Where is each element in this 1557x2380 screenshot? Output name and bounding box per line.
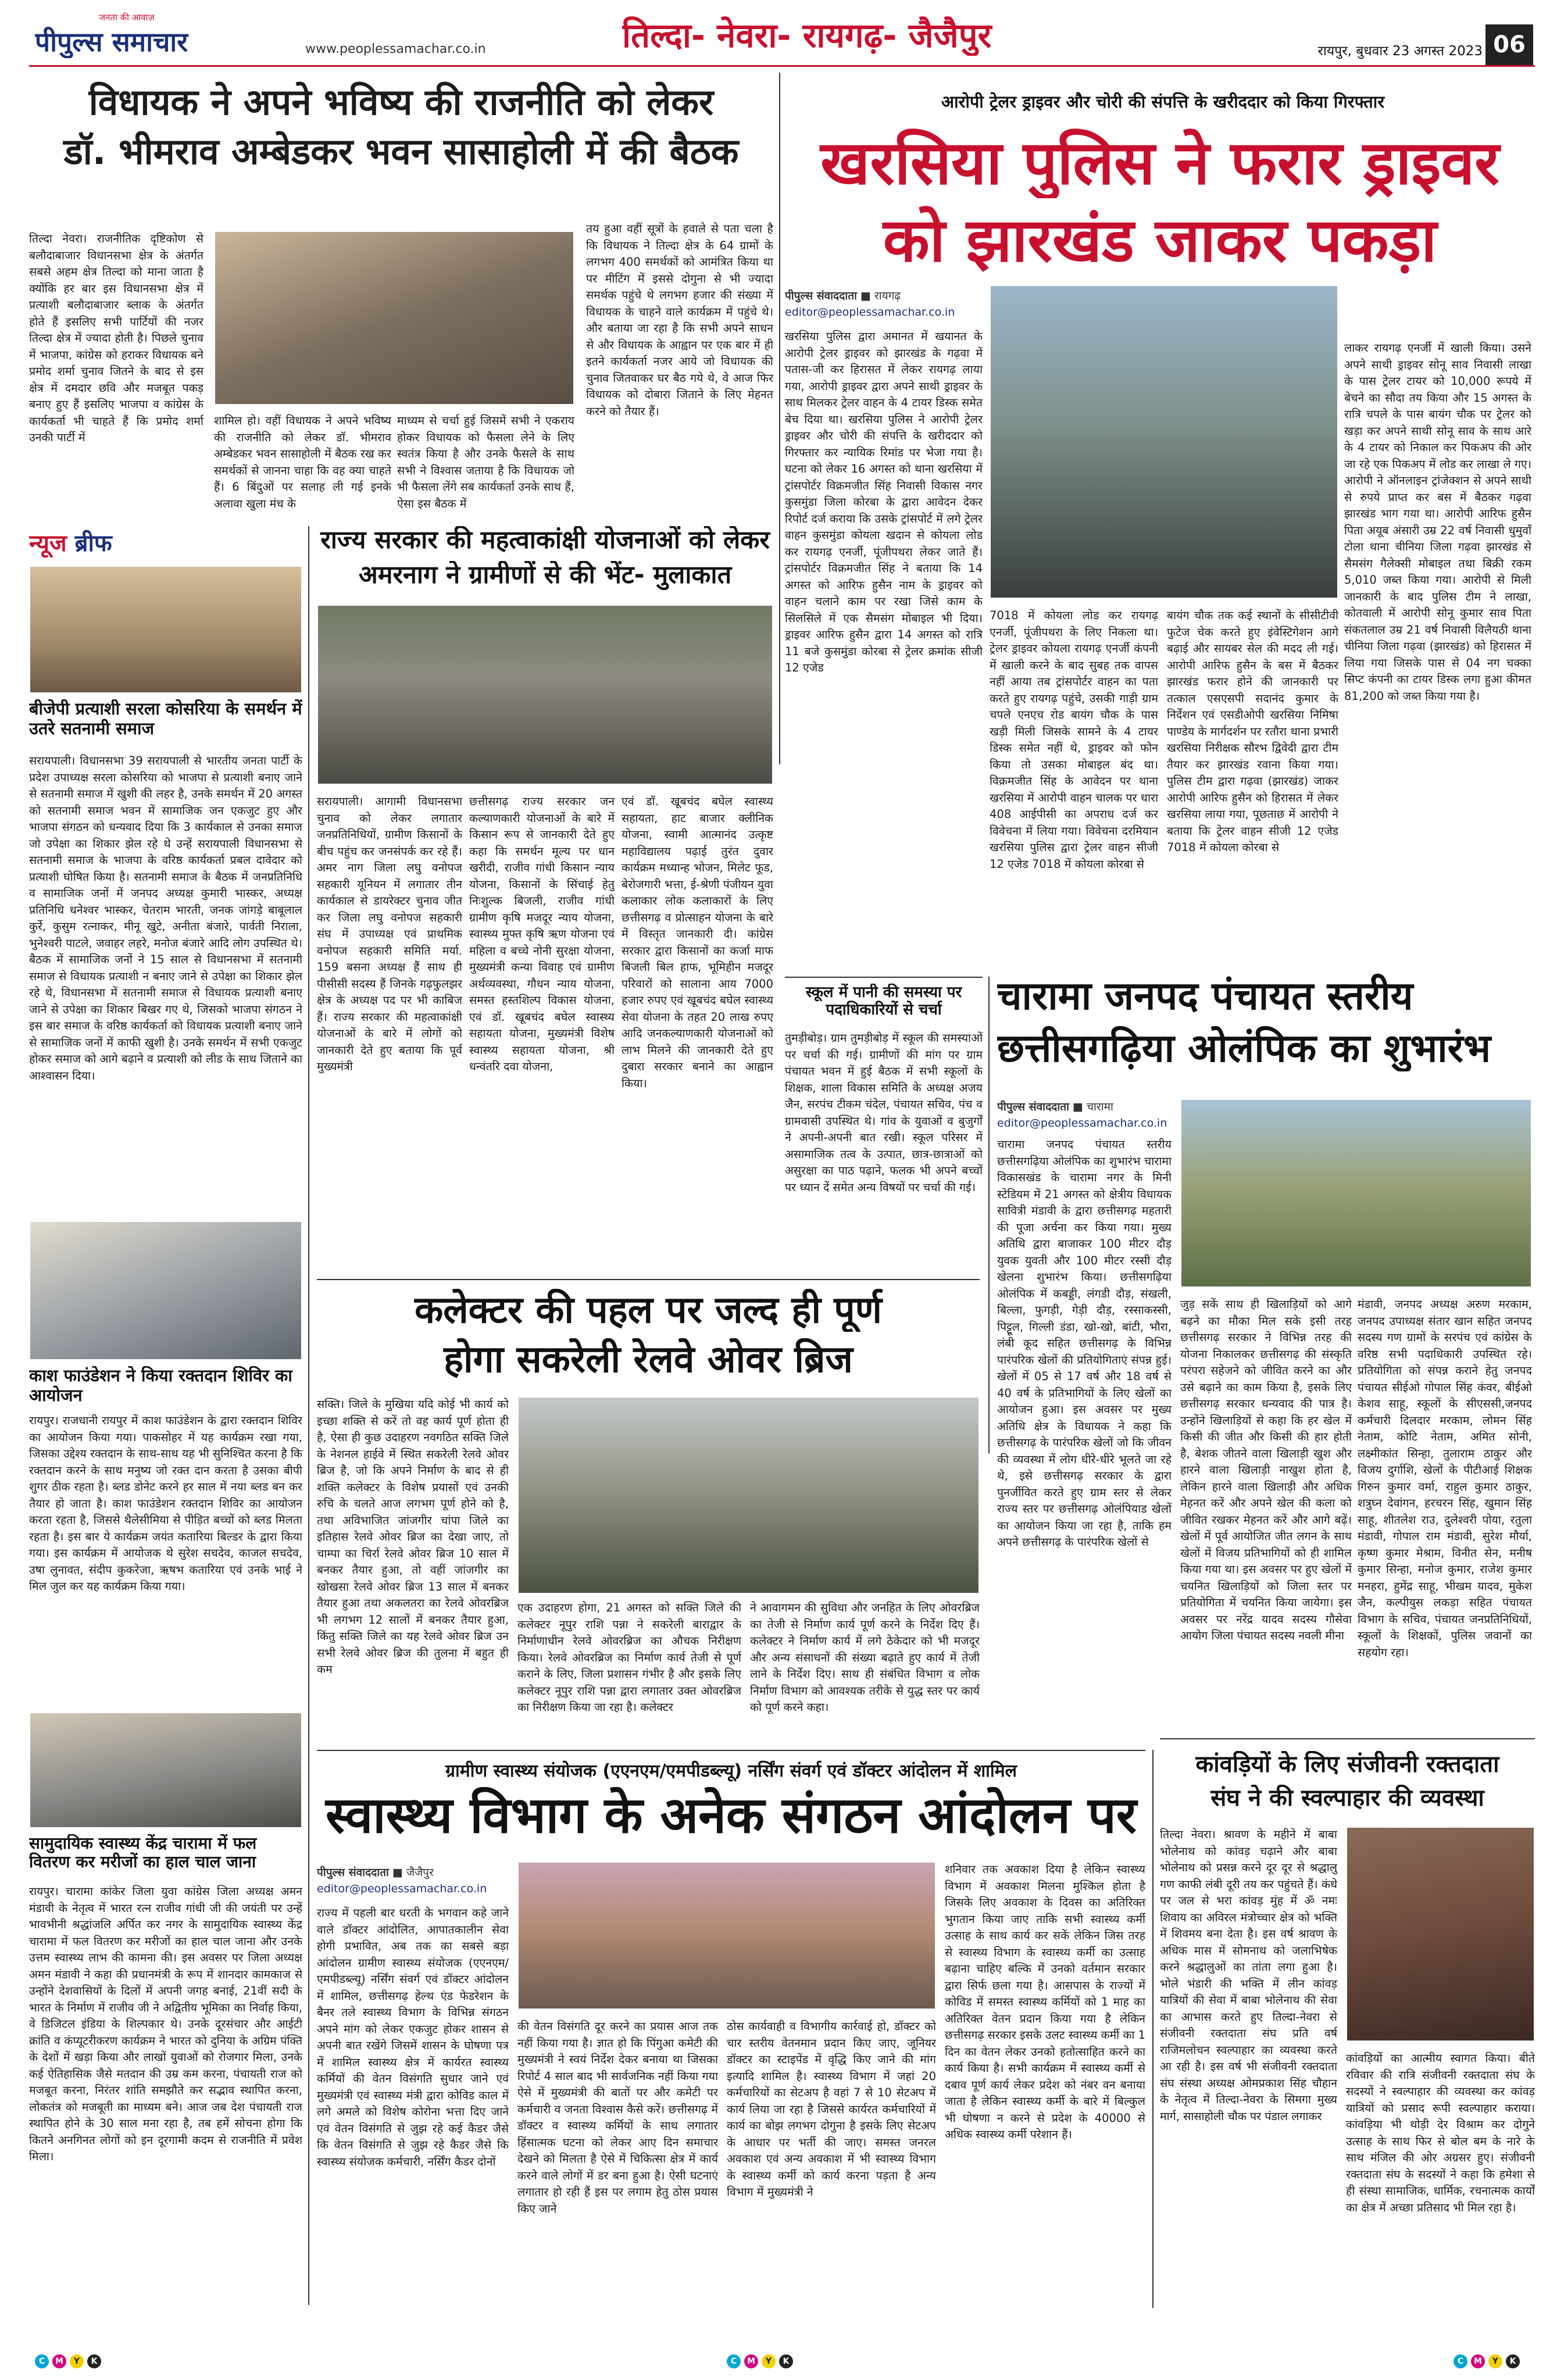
body-col3: ठोस कार्यवाही व विभागीय कार्रवाई हो, डॉक्टर को चार स्तरीय वेतनमान प्रदान किए जाए, जूनियर डॉक्टर का स्टाइपेंड में वृद्धि किए जाने की मांग इत्यादि शामिल है। स्वास्थ्य विभाग में जहां 20 कर्मचारियों का सेटअप है वहां 7 से 10 सेटअप में कार्य लिया जा रहा है जिससे कार्यरत कर्मचारियों में कार्य का बोझ लगभग दोगुना है इसके लिए सेटअप के आधार पर भर्ती की जाए। समस्त जनरल अवकाश एवं अन्य अवकाश में भी स्वास्थ्य विभाग के स्वास्थ्य कर्मी को कार्य करना पड़ता है अन्य विभाग में मुख्यमंत्री ने <box>727 2020 936 2199</box>
body-col3: एवं डॉ. खूबचंद बघेल स्वास्थ्य सहायता, हाट बाजार क्लीनिक योजना, स्वामी आत्मानंद उत्कृष्ट महाविद्यालय पढ़ाई तुरंत दुवार कार्यक्रम मध्यान्ह भोजन, मिलेट फूड, बेरोजगारी भत्ता, ई-श्रेणी पंजीयन युवा कलाकार लोक कलाकारों के लिए छत्तीसगढ़ व प्रोत्साहन योजना के बारे में विस्तृत जानकारी दी। कांग्रेस सरकार द्वारा किसानों का कर्जा माफ बिजली बिल हाफ, भूमिहीन मजदूर परिवारों को सालाना आय 7000 हजार रुपए एवं खूबचंद बघेल स्वास्थ्य सेवा योजना के तहत 20 लाख रुपए आदि जनकल्याणकारी योजनाओं को लाभ मिलने की जानकारी देते हुए दुबारा सरकार बनाने का आह्वान किया। <box>622 795 773 1090</box>
body-col1: सरायपाली। आगामी विधानसभा चुनाव को लेकर लगातार जनप्रतिनिधियों, ग्रामीण किसानों के बीच पहुंच कर जनसंपर्क कर रहे हैं। अमर नाग जिला लघु वनोपज सहकारी यूनियन में लगातार तीन कार्यकाल से डायरेक्टर चुनाव जीत कर जिला लघु वनोपज सहकारी संघ में उपाध्यक्ष एवं प्राथमिक वनोपज सहकारी समिति मर्या. 159 बसना अध्यक्ष हैं साथ ही पीसीसी सदस्य हैं जिनके गढ़फुलझर क्षेत्र के अध्यक्ष पद पर भी काबिज हैं। राज्य सरकार की महत्वाकांक्षी योजनाओं के बारे में लोगों को जानकारी देते हुए बताया कि पूर्व मुख्यमंत्री <box>317 795 462 1073</box>
column-rule <box>779 73 780 764</box>
logo-text: पीपुल्स समाचार <box>35 26 188 58</box>
brief3-headline: सामुदायिक स्वास्थ्य केंद्र चारामा में फल वितरण कर मरीजों का हाल चाल जाना <box>29 1834 257 1872</box>
brief-title <box>29 526 302 561</box>
byline: पीपुल्स संवाददाता ■ चारामा editor@peoplessamachar.co.in <box>997 1099 1172 1131</box>
brief2-body: रायपुर। राजधानी रायपुर में काश फाउंडेशन के द्वारा रक्तदान शिविर का आयोजन किया गया। पाकसोहर में यह कार्यक्रम रखा गया, जिसका उद्देश्य रक्तदान के साथ-साथ यह भी सुनिश्चित करना है कि रक्तदान करने के साथ मनुष्य जो रक्त दान करता है उसका बीपी शुगर ठीक रहता है। ब्लड डोनेट करने हर साल में नया ब्लड बन कर तैयार हो जाता है। काश फाउंडेशन रक्तदान शिविर का आयोजन करता रहता है, जिससे थैलेसीमिया से पीड़ित बच्चों को ब्लड मिलता रहता है। इस बार ये कार्यक्रम जयंत कतारिया बिल्डर के द्वारा किया गया। इस कार्यक्रम में आयोजक थे सुरेश सचदेव, काजल सचदेव, उषा लुनावत, संदीप कुकरेजा, ऋषभ कतारिया एवं उनके भाई ने मिल जुल कर यह कार्यक्रम किया गया। <box>29 1414 302 1593</box>
body-col3: माध्यम से चर्चा हुई जिसमें सभी ने एकराय होकर विधायक को फैसला लेने के लिए स्वतंत्र किया है और उनके फैसले के साथ सभी ने विश्वास जताया है कि विधायक जो भी फैसला लेंगे सब कार्यकर्ता उनके साथ हैं, ऐसा इस बैठक में <box>397 414 574 510</box>
body-col1: तिल्दा नेवरा। श्रावण के महीने में बाबा भोलेनाथ को कांवड़ चढ़ाने और बाबा भोलेनाथ को प्रसन्न करने दूर दूर से श्रद्धालु गण काफी लंबी दूरी तय कर पहुंचते हैं। कंधे पर जल से भरा कांवड़ मुंह में ॐ नमः शिवाय का अविरल मंत्रोच्चार क्षेत्र को भक्ति में शिवमय बना देता है। इस वर्ष श्रावण के अधिक मास में सोमनाथ को जलाभिषेक करने श्रद्धालुओं का तांता लगा हुआ है। भोले भंडारी की भक्ति में लीन कांवड़ यात्रियों की सेवा में बाबा भोलेनाथ की सेवा का आभास करते हुए तिल्दा-नेवरा से संजीवनी रक्तदाता संघ प्रति वर्ष राजिमलोचन स्वल्पाहार का व्यवस्था करते आ रही है। इस वर्ष भी संजीवनी रक्तदाता संघ संस्था अध्यक्ष ओमप्रकाश सिंह चौहान के नेतृत्व में तिल्दा-नेवरा के सिमगा मुख्य मार्ग, सासाहोली चौक पर पंडाल लगाकर <box>1160 1828 1337 2123</box>
cmyk-y: Y <box>762 2354 776 2368</box>
byline: पीपुल्स संवाददाता ■ रायगढ़ editor@peoplessamachar.co.in <box>785 288 983 320</box>
byline-place: रायगढ़ <box>874 290 901 302</box>
body-col4: तय हुआ वहीं सूत्रों के हवाले से पता चला है कि विधायक ने तिल्दा क्षेत्र के 64 ग्रामों के लगभग 400 समर्थकों को आमंत्रित किया था पर मीटिंग में इससे दोगुना से भी ज्यादा समर्थक पहुंचे थे लगभग हजार की संख्या में विधायक के चाहने वाले कार्यक्रम में पहुंचे थे। और बताया जा रहा है कि सभी अपने साधन से और विधायक के आह्वान पर एक बार में ही इतने कार्यकर्ता नजर आये जो विधायक की चुनाव जितवाकर घर बैठ गये थे, वे आज फिर विधायक को दोबारा जिताने के लिए मेहनत करने को तैयार हैं। <box>586 222 773 418</box>
headline: स्वास्थ्य विभाग के अनेक संगठन आंदोलन पर <box>326 1787 1137 1845</box>
body-col2: शामिल हो। वहीं विधायक ने अपने भविष्य की राजनीति को लेकर डॉ. भीमराव अम्बेडकर भवन सासाहोली में बैठक रख कर समर्थकों से जानना चाहा कि वह क्या चाहते हैं। 6 बिंदुओं पर सलाह ली गई इनके अलावा खुला मंच के <box>214 414 391 510</box>
cmyk-k: K <box>87 2354 101 2368</box>
body-col2: छत्तीसगढ़ राज्य सरकार जन कल्याणकारी योजनाओं के बारे में किसान रूप से जानकारी देते हुए कहा कि समर्थन मूल्य पर धान खरीदी, राजीव गांधी किसान न्याय योजना, किसानों के सिंचाई हेतु निःशुल्क बिजली, राजीव गांधी ग्रामीण कृषि मजदूर न्याय योजना, स्वास्थ्य मुफ्त कृषि ऋण योजना एवं महिला व बच्चे नोनी सुरक्षा योजना, मुख्यमंत्री कन्या विवाह एवं ग्रामीण अर्थव्यवस्था, गौधन न्याय योजना, समस्त हस्तशिल्प विकास योजना, एवं डॉ. खूबचंद बघेल स्वास्थ्य सहायता योजना, मुख्यमंत्री विशेष स्वास्थ्य सहायता योजना, श्री धन्वंतरि दवा योजना, <box>469 795 615 1073</box>
cmyk-k: K <box>1506 2354 1520 2368</box>
body-col3: ने आवागमन की सुविधा और जनहित के लिए ओवरब्रिज का तेजी से निर्माण कार्य पूर्ण करने के निर्देश दिए हैं। कलेक्टर ने निर्माण कार्य में लगे ठेकेदार को भी मजदूर और अन्य संसाधनों की संख्या बढ़ाते हुए कार्य में तेजी लाने के निर्देश दिए। साथ ही संबंधित विभाग व लोक निर्माण विभाग को आवश्यक तरीके से युद्ध स्तर पर कार्य को पूर्ण करने कहा। <box>750 1601 980 1714</box>
body-col3: बायंग चौक तक कई स्थानों के सीसीटीवी फुटेज चेक करते हुए इंवेस्टिगेशन आगे बढ़ाई और सायबर सेल की मदद ली गई। आरोपी आरिफ हुसैन के बस में बैठकर झारखंड फरार होने की जानकारी पर तत्काल एसएसपी सदानंद कुमार के निर्देशन एवं एसडीओपी खरसिया निमिषा पाण्डेय के मार्गदर्शन पर रतौरा थाना प्रभारी खरसिया निरीक्षक सौरभ द्विवेदी द्वारा टीम तैयार कर झारखंड रवाना किया गया। पुलिस टीम द्वारा गढ़वा (झारखंड) जाकर आरोपी आरिफ हुसैन को हिरासत में लेकर खरसिया लाया गया, पूछताछ में आरोपी ने बताया कि ट्रेलर वाहन सीजी 12 एजेड 7018 में कोयला कोरबा से <box>1167 609 1338 854</box>
body-col2: की वेतन विसंगति दूर करने का प्रयास आज तक नहीं किया गया है। ज्ञात हो कि पिंगुआ कमेटी की मुख्यमंत्री ने स्वयं निर्देश देकर बनाया था जिसका रिपोर्ट 4 साल बाद भी सार्वजनिक नहीं किया गया ऐसे में मुख्यमंत्री की बातों पर और कमेटी पर कर्मचारी व जनता विश्वास कैसे करें। छत्तीसगढ़ में डॉक्टर व स्वास्थ्य कर्मियों के साथ लगातार हिंसात्मक घटना को लेकर आए दिन समाचार देखने को मिलता है ऐसे में चिकित्सा क्षेत्र में कार्य करने वाले लोगों में डर बना हुआ है। ऐसी घटनाएं लगातार हो रही हैं इस पर लगाम हेतु ठोस प्रयास किए जाने <box>517 2020 718 2215</box>
page-number: 06 <box>1493 31 1526 58</box>
column-rule <box>1152 1750 1154 2308</box>
byline-place: जैजैपुर <box>406 1866 434 1879</box>
cmyk-y: Y <box>1488 2354 1502 2368</box>
article-kharsia-police <box>785 73 1535 968</box>
headline: स्कूल में पानी की समस्या पर पदाधिकारियों से चर्चा <box>805 984 962 1019</box>
cmyk-m: M <box>744 2354 758 2368</box>
meeting-photo <box>214 231 574 405</box>
cmyk-y: Y <box>70 2354 84 2368</box>
brief-title-b: ब्रीफ <box>74 530 112 557</box>
headline-line2: को झारखंड जाकर पकड़ा <box>883 205 1437 276</box>
column-rule <box>308 526 309 2305</box>
brief2-headline: काश फाउंडेशन ने किया रक्तदान शिविर का आयोजन <box>29 1366 292 1405</box>
brief1-photo <box>29 566 302 694</box>
article-school-water <box>785 977 983 1279</box>
brief1-body: सरायपाली। विधानसभा 39 सरायपाली से भारतीय जनता पार्टी के प्रदेश उपाध्यक्ष सरला कोसरिया को भाजपा से प्रत्याशी बनाए जाने से सतनामी समाज में खुशी की लहर है, उनके समर्थन में 20 अगस्त को सतनामी समाज भवन में सामाजिक जन एकजुट हुए और भाजपा संगठन को धन्यवाद दिया कि 3 कार्यकाल से उनका समाज जो उपेक्षा का शिकार झेल रहे थे उन्हें सरायपाली विधानसभा से सतनामी समाज के भाजपा के वरिष्ठ कार्यकर्ता प्रबल दावेदार को प्रत्याशी घोषित किया है। सतनामी समाज के बैठक में जनप्रतिनिधि व सामाजिक जनों में जनपद अध्यक्ष कुमारी भास्कर, अध्यक्ष प्रतिनिधि धनेश्वर भास्कर, चेतराम भारती, जनक जांगड़े बाबूलाल कुर्रे, कुसुम रत्नाकर, मीनू खुटे, अनीता बंजारे, पार्वती निराला, भुनेश्वरी पाटले, जवाहर लहरे, मनोज बंजारे आदि लोग उपस्थित थे। बैठक में सामाजिक जनों ने 15 साल से विधानसभा में सतनामी समाज से विधायक प्रत्याशी न बनाए जाने से उपेक्षा का शिकार झेल रहे थे, विधानसभा में सतनामी समाज से विधायक प्रत्याशी बनाए जाने से उपेक्षा का शिकार बिखर गए थे, जिसको भाजपा संगठन ने इस बार समाज के वरिष्ठ कार्यकर्ता को विधायक प्रत्याशी बनाए जाने से सामाजिक जनों में काफी खुशी है। उनके समर्थन में सभी एकजुट होकर समाज को आगे बढ़ाने व प्रत्याशी को लीड के साथ जिताने का आश्वासन दिया। <box>29 754 302 1082</box>
cmyk-c: C <box>1454 2354 1467 2368</box>
byline-email[interactable]: editor@peoplessamachar.co.in <box>317 1882 487 1895</box>
olympic-photo <box>1180 1099 1532 1288</box>
article-olympic <box>997 968 1535 1729</box>
headline-line2: छत्तीसगढ़िया ओलंपिक का शुभारंभ <box>997 1026 1491 1071</box>
headline-line1: राज्य सरकार की महत्वाकांक्षी योजनाओं को लेकर <box>320 526 770 555</box>
headline-line2: संघ ने की स्वल्पाहार की व्यवस्था <box>1210 1785 1484 1811</box>
byline-email[interactable]: editor@peoplessamachar.co.in <box>997 1117 1167 1130</box>
cmyk-mark-center <box>727 2354 793 2368</box>
strike-tent-photo <box>517 1861 936 2010</box>
headline-line2: अमरनाग ने ग्रामीणों से की भेंट- मुलाकात <box>358 561 732 589</box>
byline-place: चारामा <box>1086 1100 1113 1113</box>
site-url[interactable]: www.peoplessamachar.co.in <box>305 42 486 56</box>
body-col1: खरसिया पुलिस द्वारा अमानत में खयानत के आरोपी ट्रेलर ड्राइवर को झारखंड के गढ़वा में पतास-जी कर हिरासत में लेकर रायगढ़ लाया गया, आरोपी ड्राइवर द्वारा अपने साथी ड्राइवर के साथ मिलकर ट्रेलर वाहन के 4 टायर डिस्क समेत बेच दिया था। खरसिया पुलिस ने आरोपी ट्रेलर ड्राइवर और चोरी की संपत्ति के खरीददार को गिरफ्तार कर न्यायिक रिमांड पर भेजा गया है। घटना को लेकर 16 अगस्त को थाना खरसिया में ट्रांसपोर्टर विक्रमजीत सिंह निवासी विकास नगर कुसमुंडा जिला कोरबा के द्वारा आवेदन देकर रिपोर्ट दर्ज कराया कि उसके ट्रांसपोर्ट में लगे ट्रेलर वाहन कुसमुंडा कोयला खदान से कोयला लोड कर रायगढ़ एनर्जी, पूंजीपथरा लेकर जाते हैं। ट्रांसपोर्टर विक्रमजीत सिंह ने बताया कि 14 अगस्त को आरिफ हुसैन नाम के ड्राइवर को वाहन चलाने काम पर रखा जिसे काम के सिलसिले में एक सैमसंग मोबाइल भी दिया। ड्राइवर आरिफ हुसैन द्वारा 14 अगस्त को रात्रि 11 बजे कुसमुंडा कोरबा से ट्रेलर क्रमांक सीजी 12 एजेड <box>785 330 983 674</box>
body: तुमड़ीबोड़। ग्राम तुमड़ीबोड़ में स्कूल की समस्याओं पर चर्चा की गई। ग्रामीणों की मांग पर ग्राम पंचायत भवन में हुई बैठक में सभी स्कूलों के शिक्षक, शाला विकास समिति के अध्यक्ष अजय जैन, सरपंच टीकम चंदेल, पंचायत सचिव, पंच व ग्रामवासी उपस्थित थे। गांव के युवाओं व बुजुर्गों ने अपनी-अपनी बात रखी। स्कूल परिसर में असामाजिक तत्व के उत्पात, छात्र-छात्राओं को असुरक्षा का पाठ पढ़ाने, फलक भी अपने बच्चों पर ध्यान दें समेत अन्य विषयों पर चर्चा की गई। <box>785 1031 983 1194</box>
byline-name: पीपुल्स संवाददाता <box>997 1100 1069 1113</box>
cmyk-m: M <box>52 2354 66 2368</box>
body-col1: सक्ति। जिले के मुखिया यदि कोई भी कार्य को इच्छा शक्ति से करें तो वह कार्य पूर्ण होता ही है, ऐसा ही कुछ उदाहरण नवगठित सक्ति जिले के नेशनल हाईवे में स्थित सकरेली रेलवे ओवर ब्रिज है, जो कि अपने निर्माण के बाद से ही शक्ति कलेक्टर के विशेष प्रयासों एवं उनकी रुचि के चलते आज लगभग पूर्ण होने को है, तथा अविभाजित जांजगीर चांपा जिले का इतिहास रेलवे ओवर ब्रिज का देखा जाए, तो चाम्पा का चिर्रा रेलवे ओवर ब्रिज 10 साल में बनकर तैयार हुआ, तो वहीं जांजगीर का खोखसा रेलवे ओवर ब्रिज 13 साल में बनकर तैयार हुआ तथा अकलतरा का रेलवे ओवरब्रिज भी लगभग 12 सालों में बनकर तैयार हुआ, किंतु सक्ति जिले का यह रेलवे ओवर ब्रिज उन सभी रेलवे ओवर ब्रिज की तुलना में बहुत ही कम <box>317 1398 509 1676</box>
byline-email[interactable]: editor@peoplessamachar.co.in <box>785 306 955 319</box>
byline: पीपुल्स संवाददाता ■ जैजैपुर editor@peoplessamachar.co.in <box>317 1864 509 1897</box>
cmyk-c: C <box>35 2354 49 2368</box>
body-col2: कांवड़ियों का आत्मीय स्वागत किया। बीते रविवार की रात्रि संजीवनी रक्तदाता संघ के सदस्यों ने स्वल्पाहार की व्यवस्था कर कांवड़ यात्रियों को प्रसाद रूपी स्वल्पाहार कराया। कांवड़िया भी थोड़ी देर विश्राम कर दोगुने उत्साह के साथ फिर से बोल बम के नारे के साथ मंजिल की ओर अग्रसर हुए। संजीवनी रक्तदाता संघ के सदस्यों ने कहा कि हमेशा से ही संस्था सामाजिक, धार्मिक, रचनात्मक कार्यों का क्षेत्र में अच्छा प्रतिसाद भी मिल रहा है। <box>1346 2052 1535 2214</box>
brief1-headline: बीजेपी प्रत्याशी सरला कोसरिया के समर्थन में उतरे सतनामी समाज <box>29 699 302 738</box>
police-station-photo <box>990 285 1338 599</box>
column-rule <box>988 977 990 1453</box>
page-number-box <box>1485 24 1533 65</box>
body-col2: 7018 में कोयला लोड कर रायगढ़ एनर्जी, पूंजीपथरा के लिए निकला था। ट्रेलर ड्राइवर कोयला रायगढ़ एनर्जी कंपनी में खाली करने के बाद सुबह तक वापस नहीं आया तब ट्रांसपोर्टर वाहन का पता करते हुए रायगढ़ पहुंचे, उसकी गाड़ी ग्राम चपले एनएच रोड बायंग चौक के पास खड़ी मिली जिसके सामने के 4 टायर डिस्क समेत नहीं थे, ड्राइवर को फोन किया तो उसका मोबाइल बंद था। विक्रमजीत सिंह के आवेदन पर थाना खरसिया में आरोपी वाहन चालक पर धारा 408 आईपीसी का अपराध दर्ज कर विवेचना में लिया गया। विवेचना दरमियान खरसिया पुलिस द्वारा ट्रेलर वाहन सीजी 12 एजेड 7018 में कोयला कोरबा से <box>990 609 1158 871</box>
body-col1: चारामा जनपद पंचायत स्तरीय छत्तीसगढ़िया ओलंपिक का शुभारंभ चारामा विकासखंड के चारामा नगर के मिनी स्टेडियम में 21 अगस्त को क्षेत्रीय विधायक सावित्री मंडावी के द्वारा छत्तीसगढ़ महतारी की पूजा अर्चना कर किया गया। मुख्य अतिथि द्वारा बाजाकर 100 मीटर दौड़ युवक युवती और 100 मीटर रस्सी दौड़ खेलना शुभारंभ किया। छत्तीसगढ़िया ओलंपिक में कबड्डी, लंगडी दौड़, संखली, बिल्ला, फुगड़ी, गेड़ी दौड़, रस्साकस्सी, पिट्टूल, गिल्ली डंडा, खो-खो, बांटी, भौरा, लंबी कूद सहित छत्तीसगढ़ के विभिन्न पारंपरिक खेलों की प्रतियोगिताएं संपन्न हुई। खेलों में 05 से 17 वर्ष और 18 वर्ष से 40 वर्ष के प्रतिभागियों के लिए खेलों का आयोजन हुआ। इस अवसर पर मुख्य अतिथि क्षेत्र के विधायक ने कहा कि छत्तीसगढ़ के पारंपरिक खेलों जो कि जीवन की व्यवस्था में लोग धीरे-धीरे भूलते जा रहे थे, इसे छत्तीसगढ़ सरकार के द्वारा पुनर्जीवित करते हुए ग्राम स्तर से लेकर राज्य स्तर पर छत्तीसगढ़ ओलंपियाड खेलों का आयोजन किया जा रहा है, ताकि हम अपने छत्तीसगढ़ के पारंपरिक खेलों से <box>997 1138 1172 1549</box>
cmyk-c: C <box>727 2354 741 2368</box>
body-col4: शनिवार तक अवकाश दिया है लेकिन स्वास्थ्य विभाग में अवकाश मिलना मुश्किल होता है जिसके लिए अवकाश के दिवस का अतिरिक्त भुगतान किया जाए ताकि सभी स्वास्थ्य कर्मी उत्साह के साथ कार्य कर सकें लेकिन जिस तरह से स्वास्थ्य विभाग के स्वास्थ्य कर्मी का उत्साह बढ़ाना चाहिए बल्कि में उनको वर्तमान सरकार द्वारा सिर्फ छला गया है। आसपास के राज्यों में कोविड में समस्त स्वास्थ्य कर्मियों को 1 माह का अतिरिक्त वेतन प्रदान किया गया है लेकिन छत्तीसगढ़ सरकार इसके उलट स्वास्थ्य कर्मी का 1 दिन का वेतन लेकर उनको हतोत्साहित करने का कार्य किया है। सभी कार्यक्रम में स्वास्थ्य कर्मी से दबाव पूर्ण कार्य लेकर प्रदेश को नंबर वन बनाया जाता है लेकिन स्वास्थ्य कर्मी के बारे में बिल्कुल भी घोषणा न करने से प्रदेश के 40000 से अधिक स्वास्थ्य कर्मी परेशान हैं। <box>945 1863 1145 2141</box>
article-mla-meeting <box>29 73 773 520</box>
bridge-inspection-photo <box>517 1396 980 1594</box>
article-amar-nag <box>317 526 773 1293</box>
cmyk-m: M <box>1471 2354 1485 2368</box>
brief2-photo <box>29 1221 302 1360</box>
kicker: आरोपी ट्रेलर ड्राइवर और चोरी की संपत्ति के खरीददार को किया गिरफ्तार <box>941 92 1385 112</box>
body-col2: जुड़ सकें साथ ही खिलाड़ियों को आगे बढ़ने का मौका मिल सके इसी तरह छत्तीसगढ़ सरकार ने विभिन्न तरह की योजना निकालकर छत्तीसगढ़ की संस्कृति परंपरा सहेजने को जीवित करने का और उसे बढ़ाने का काम किया है, इसके लिए छत्तीसगढ़ सरकार धन्यवाद की पात्र है। उन्होंने खिलाड़ियों से कहा कि हर खेल में किसी की जीत और किसी की हार होती है, बेशक जीतने वाला खिलाड़ी खुश और हारने वाला खिलाड़ी नाखुश होता है, लेकिन हारने वाला खिलाड़ी और अधिक मेहनत करें और अपने खेल की कला को जीवित रखकर मेहनत करें और आगे बढ़ें। खेलों में पूर्व आयोजित जीत लगन के साथ खेलों में विजय प्रतिभागियों को ही शामिल किया गया था। इस अवसर पर हुए खेलों में चयनित खिलाड़ियों को जिला स्तर पर प्रतियोगिता में चयनित किया जायेगा। इस अवसर पर नरेंद्र यादव सदस्य गौसेवा आयोग जिला पंचायत सदस्य नवली मीना <box>1180 1298 1352 1642</box>
byline-name: पीपुल्स संवाददाता <box>785 290 857 302</box>
brief-title-a: न्यूज <box>29 530 67 557</box>
cmyk-mark-right <box>1454 2354 1520 2368</box>
villagers-meeting-photo <box>317 605 773 785</box>
news-brief-sidebar <box>29 526 302 2305</box>
masthead <box>0 0 1557 67</box>
article-kanwariya <box>1160 1738 1535 2308</box>
headline-line1: खरसिया पुलिस ने फरार ड्राइवर <box>820 128 1499 198</box>
masthead-rule <box>29 65 1535 67</box>
kicker: ग्रामीण स्वास्थ्य संयोजक (एएनएम/एमपीडब्ल्यू) नर्सिंग संवर्ग एवं डॉक्टर आंदोलन में शामिल <box>445 1761 1017 1781</box>
issue-date: रायपुर, बुधवार 23 अगस्त 2023 <box>1317 44 1483 59</box>
headline-line2: होगा सकरेली रेलवे ओवर ब्रिज <box>444 1338 853 1381</box>
kanwariya-photo <box>1346 1827 1535 2042</box>
body-col4: लाकर रायगढ़ एनर्जी में खाली किया। उसने अपने साथी ड्राइवर सोनू साव निवासी लाखा के पास ट्रेलर टायर को 10,000 रूपये में बेचने का सौदा तय किया और 15 अगस्त के रात्रि चपले के पास बायंग चौक पर ट्रेलर को खड़ा कर अपने साथी सोनू साव के साथ आरे के 4 टायर को निकाल कर पिकअप की ओर जा रहे एक पिकअप में लोड कर लाखा ले गए। आरोपी ने ऑनलाइन ट्रांजेक्शन से अपने साथी से रुपये प्राप्त कर बस में बैठकर गढ़वा झारखंड भाग गया था। आरोपी आरिफ हुसैन पिता अयूब अंसारी उम्र 22 वर्ष निवासी धुमुवाँ टोला थाना चीनिया जिला गढ़वा झारखंड से सैमसंग गैलेक्सी मोबाइल तथा बिक्री रकम 5,010 जब्त किया गया। आरोपी से मिली जानकारी के बाद पुलिस टीम ने लाखा, कोतवाली में आरोपी सोनू कुमार साव पिता संकतलाल उम्र 21 वर्ष निवासी विलैयठी थाना चीनिया जिला गढ़वा (झारखंड) को हिरासत में लिया गया जिसके पास से 04 नग चक्का सिप्ट कंपनी का टायर डिस्क लगा हुआ कीमत 81,200 को जब्त किया गया है। <box>1344 341 1531 703</box>
article-health-strike <box>317 1750 1145 2308</box>
body-col3: मंडावी, जनपद अध्यक्ष अरुण मरकाम, जनपद उपाध्यक्ष संतार खान सहित जनपद सदस्य गण ग्रामों के सरपंच एवं कांग्रेस के वरिष्ठ सभी पदाधिकारी उपस्थित रहे। प्रतियोगिता को संपन्न कराने हेतु जनपद पंचायत सीईओ गोपाल सिंह कंवर, बीईओ केशव साहू, स्कूलों के सीएससी,जनपद कर्मचारी दिलदार मरकाम, लोमन सिंह नेताम, कोटि नेताम, अमित सोनी, लक्ष्मीकांत सिन्हा, तुलाराम ठाकुर और विजय दुर्गाशि, खेलों के पीटीआई शिक्षक गिरुन कुमार वर्मा, राहुल कुमार ठाकुर, शत्रुघ्न देवांगन, हरचरन सिंह, खुमान सिंह साहू, शीतलेश राउ, दुलेश्वरी पोया, रतुला मंडावी, गोपाल राम मंडावी, सुरेश मौर्या, कृष्ण कुमार मेश्राम, विनीत सेन, मनीष कुमार सिन्हा, मनोज कुमार, राजेश कुमार मनहरा, हुमेंद्र साहू, भीखम यादव, मुकेश जैन, कल्पीयुस लकड़ा सहित पंचायत विभाग के सचिव, पंचायत जनप्रतिनिधियों, स्कूलों के शिक्षकों, पुलिस जवानों का सहयोग रहा। <box>1358 1298 1532 1659</box>
cmyk-mark-left <box>35 2354 101 2368</box>
newspaper-logo[interactable]: जनता की आवाज़ पीपुल्स समाचार <box>35 12 188 58</box>
byline-name: पीपुल्स संवाददाता <box>317 1866 389 1879</box>
headline-line1: कांवड़ियों के लिए संजीवनी रक्तदाता <box>1195 1751 1499 1778</box>
body-col1: राज्य में पहली बार धरती के भगवान कहे जाने वाले डॉक्टर आंदोलित, आपातकालीन सेवा होगी प्रभावित, अब तक का सबसे बड़ा आंदोलन ग्रामीण स्वास्थ्य संयोजक (एएनएम/एमपीडब्ल्यू) नर्सिंग संवर्ग एवं डॉक्टर आंदोलन में शामिल, छत्तीसगढ़ हेल्थ एंड फेडरेशन के बैनर तले स्वास्थ्य विभाग के विभिन्न संगठन अपने मांग को लेकर एकजुट होकर शासन से अपनी बात रखेंगे जिसमें शासन के घोषणा पत्र में शामिल स्वास्थ्य क्षेत्र में कार्यरत स्वास्थ्य कर्मियों की वेतन विसंगति सुधार जाने एवं मुख्यमंत्री एवं स्वास्थ्य मंत्री द्वारा कोविड काल में लगे अमले को विशेष कोरोना भत्ता दिए जाने एवं वेतन विसंगति से जुझ रहे कई कैडर जैसे कि वेतन विसंगति से जुझ रहे कैडर जैसे कि स्वास्थ्य संयोजक कर्मचारी, नर्सिंग कैडर दोनों <box>317 1906 509 2168</box>
headline-line1: कलेक्टर की पहल पर जल्द ही पूर्ण <box>415 1289 882 1332</box>
headline-line2: डॉ. भीमराव अम्बेडकर भवन सासाहोली में की बैठक <box>63 131 739 173</box>
cmyk-k: K <box>779 2354 793 2368</box>
headline-line1: चारामा जनपद पंचायत स्तरीय <box>997 974 1413 1019</box>
headline-line1: विधायक ने अपने भविष्य की राजनीति को लेकर <box>88 81 714 123</box>
body-col1: तिल्दा नेवरा। राजनीतिक दृष्टिकोण से बलौदाबाजार विधानसभा क्षेत्र के अंतर्गत सबसे अहम क्षेत्र तिल्दा को माना जाता है क्योंकि हर बार इस विधानसभा क्षेत्र में प्रत्याशी बलौदाबाजार ब्लाक के अंतर्गत होते हैं इसलिए सभी पार्टियों की नजर तिल्दा क्षेत्र में ज्यादा होती है। पिछले चुनाव में भाजपा, कांग्रेस को हराकर विधायक बने प्रमोद शर्मा चुनाव जितने के बाद से इस क्षेत्र में दमदार छवि और मजबूत पकड़ बनाए हुए हैं इसलिए भाजपा व कांग्रेस के कार्यकर्ता भी चाहते हैं कि प्रमोद शर्मा उनकी पार्टी में <box>29 232 203 444</box>
article-railway-bridge <box>317 1279 980 1744</box>
brief3-photo <box>29 1712 302 1828</box>
brief3-body: रायपुर। चारामा कांकेर जिला युवा कांग्रेस जिला अध्यक्ष अमन मंडावी के नेतृत्व में भारत रत्न राजीव गांधी जी की जयंती पर उन्हें भावभीनी श्रद्धांजलि अर्पित कर नगर के सामुदायिक स्वास्थ्य केंद्र चारामा में फल वितरण कर मरीजों का हाल चाल जाना और उनके उत्तम स्वास्थ्य लाभ की कामना की। इस अवसर पर जिला अध्यक्ष अमन मंडावी ने कहा की प्रधानमंत्री के रूप में शानदार कामकाज से उन्होंने देशवासियों के दिलों में अपनी जगह बनाई, 21वीं सदी के भारत के निर्माण में राजीव जी ने अद्वितीय भूमिका का निर्वाह किया, वे डिजिटल इंडिया के शिल्पकार थे। उनके दूरसंचार और आईटी क्रांति व कंप्यूटरीकरण कार्यक्रम ने भारत को दुनिया के अग्रिम पंक्ति के देशों में खड़ा किया और लाखों युवाओं को रोजगार मिला, उनके कई ऐतिहासिक जैसे मतदान की उम्र कम करना, पंचायती राज को मजबूत करना, निरंतर शांति समझौते कर सद्भाव स्थापित करना, लोकतंत्र को मजबूती का माध्यम बने। आज जब देश पंचायती राज स्थापित होने के 30 साल मना रहा है, तब हमें सोचना होगा कि कितने अनगिनत लोगों को इन दूरगामी कदम से राजनीति में प्रवेश मिला। <box>29 1885 302 2163</box>
section-title: तिल्दा- नेवरा- रायगढ़- जैजैपुर <box>622 16 992 55</box>
body-col2: एक उदाहरण होगा, 21 अगस्त को सक्ति जिले की कलेक्टर नूपुर राशि पन्ना ने सकरेली बाराद्वार के निर्माणाधीन रेलवे ओवरब्रिज का औचक निरीक्षण किया। रेलवे ओवरब्रिज का निर्माण कार्य तेजी से पूर्ण कराने के लिए, जिला प्रशासन गंभीर है और इसके लिए कलेक्टर नूपुर राशि पन्ना द्वारा लगातार उक्त ओवरब्रिज का निरीक्षण किया जा रहा है। कलेक्टर <box>517 1601 741 1714</box>
